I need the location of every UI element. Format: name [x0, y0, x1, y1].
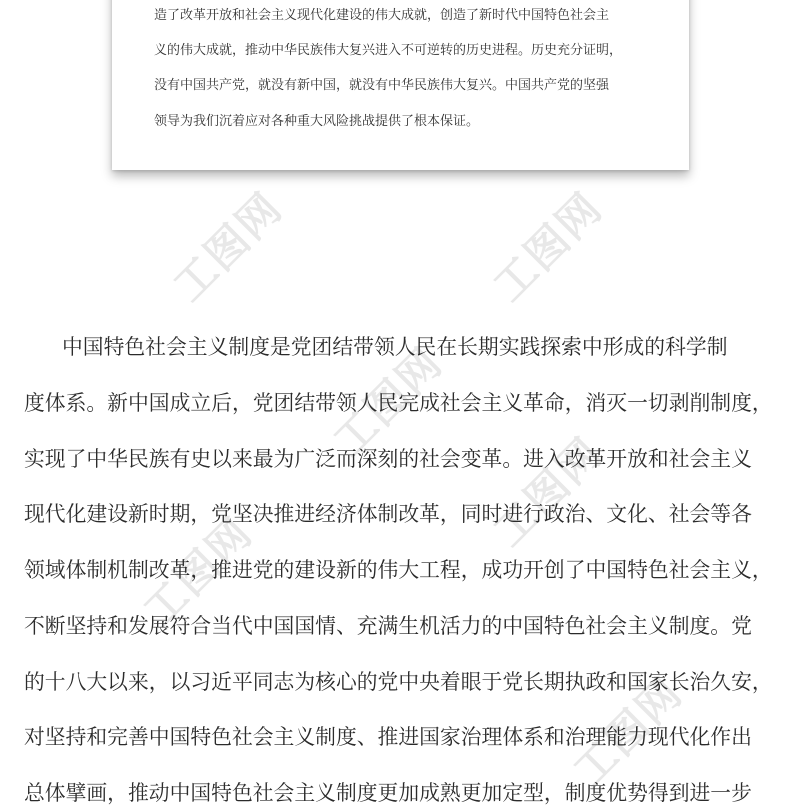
paragraph-line: 总体擘画，推动中国特色社会主义制度更加成熟更加定型，制度优势得到进一步 — [24, 781, 752, 805]
paragraph-line: 实现了中华民族有史以来最为广泛而深刻的社会变革。进入改革开放和社会主义 — [24, 447, 752, 471]
paragraph-line: 的十八大以来，以习近平同志为核心的党中央着眼于党长期执政和国家长治久安， — [24, 670, 773, 694]
watermark: 工图网 — [563, 667, 692, 796]
watermark: 工图网 — [163, 182, 292, 311]
card-text-line: 领导为我们沉着应对各种重大风险挑战提供了根本保证。 — [154, 114, 480, 129]
paragraph-line: 对坚持和完善中国特色社会主义制度、推进国家治理体系和治理能力现代化作出 — [24, 725, 752, 749]
paragraph-line: 不断坚持和发展符合当代中国国情、充满生机活力的中国特色社会主义制度。党 — [24, 614, 752, 638]
card-text-line: 没有中国共产党，就没有新中国，就没有中华民族伟大复兴。中国共产党的坚强 — [154, 78, 610, 93]
card-text-line: 造了改革开放和社会主义现代化建设的伟大成就，创造了新时代中国特色社会主 — [154, 8, 610, 23]
watermark: 工图网 — [483, 427, 612, 556]
quote-card — [112, 0, 689, 170]
paragraph-line: 中国特色社会主义制度是党团结带领人民在长期实践探索中形成的科学制 — [62, 335, 728, 359]
paragraph-line: 度体系。新中国成立后，党团结带领人民完成社会主义革命，消灭一切剥削制度， — [24, 391, 773, 415]
paragraph-line: 现代化建设新时期，党坚决推进经济体制改革，同时进行政治、文化、社会等各 — [24, 502, 752, 526]
watermark: 工图网 — [133, 507, 262, 636]
card-text-line: 义的伟大成就，推动中华民族伟大复兴进入不可逆转的历史进程。历史充分证明， — [154, 43, 623, 58]
paragraph-line: 领域体制机制改革，推进党的建设新的伟大工程，成功开创了中国特色社会主义， — [24, 558, 773, 582]
watermark: 工图网 — [323, 337, 452, 466]
watermark: 工图网 — [483, 182, 612, 311]
